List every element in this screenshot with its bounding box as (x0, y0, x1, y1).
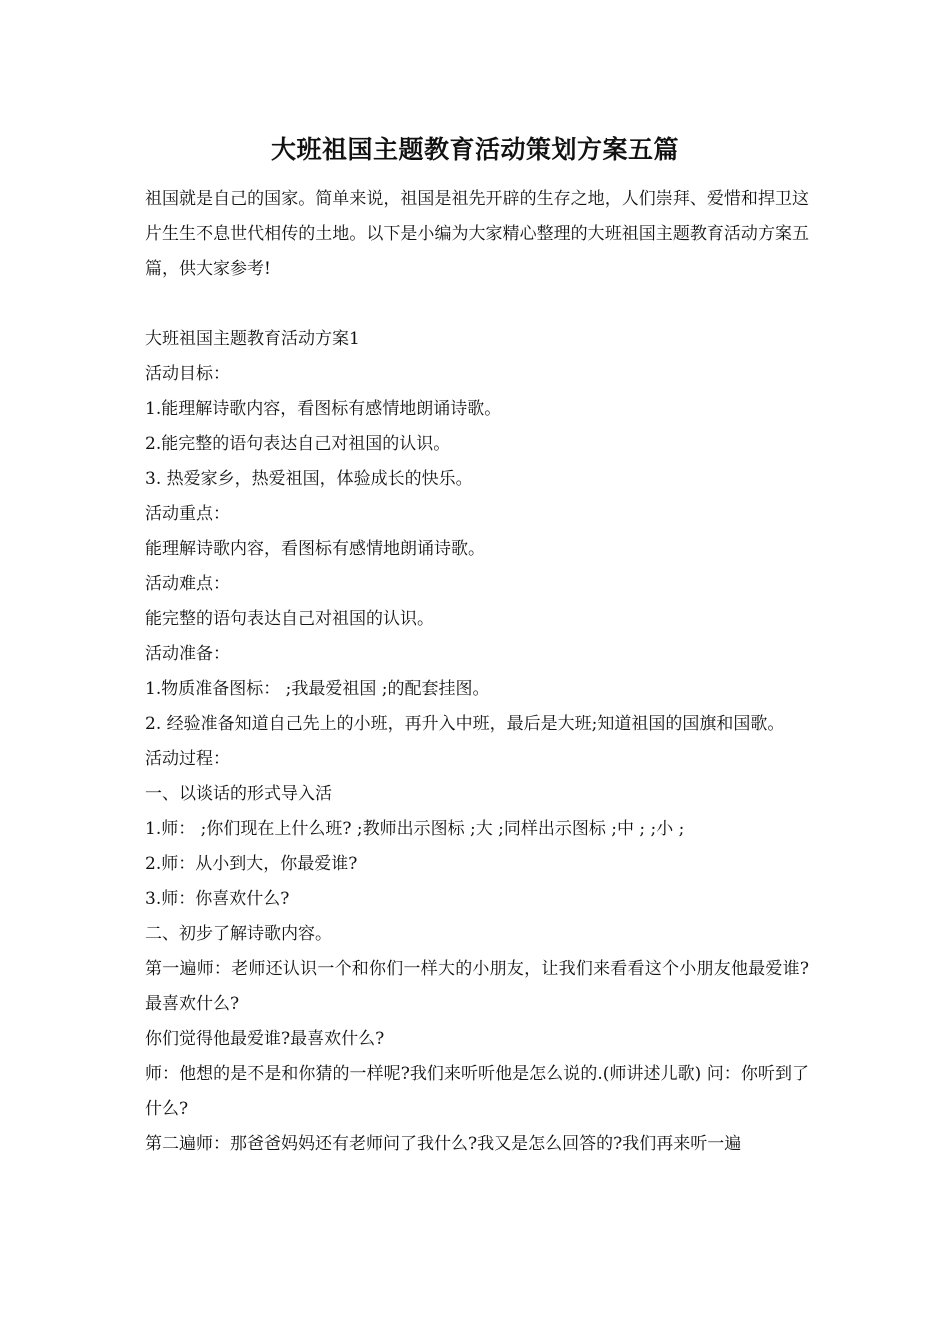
paragraph: 2.师：从小到大，你最爱谁? (145, 854, 358, 874)
paragraph: 一、以谈话的形式导入活 (145, 784, 332, 804)
paragraph: 第二遍师：那爸爸妈妈还有老师问了我什么?我又是怎么回答的?我们再来听一遍 (145, 1134, 742, 1154)
document-title: 大班祖国主题教育活动策划方案五篇 (270, 135, 679, 164)
paragraph: 能完整的语句表达自己对祖国的认识。 (145, 609, 434, 629)
paragraph: 3. 热爱家乡，热爱祖国，体验成长的快乐。 (145, 469, 473, 489)
paragraph: 活动目标： (145, 364, 230, 384)
paragraph: 2. 经验准备知道自己先上的小班，再升入中班，最后是大班;知道祖国的国旗和国歌。 (145, 714, 785, 734)
paragraph: 二、初步了解诗歌内容。 (145, 924, 332, 944)
paragraph: 你们觉得他最爱谁?最喜欢什么? (145, 1029, 385, 1049)
paragraph: 第一遍师：老师还认识一个和你们一样大的小朋友，让我们来看看这个小朋友他最爱谁?最喜欢什么? (145, 959, 809, 1014)
document-body (145, 182, 809, 1162)
intro-paragraph: 祖国就是自己的国家。简单来说，祖国是祖先开辟的生存之地，人们崇拜、爱惜和捍卫这片生生不息世代相传的土地。以下是小编为大家精心整理的大班祖国主题教育活动方案五篇，供大家参考! (145, 189, 809, 279)
paragraph: 2.能完整的语句表达自己对祖国的认识。 (145, 434, 451, 454)
paragraph: 活动难点： (145, 574, 230, 594)
paragraph: 活动准备： (145, 644, 230, 664)
paragraph: 师：他想的是不是和你猜的一样呢?我们来听听他是怎么说的.(师讲述儿歌) 问：你听到了什么? (145, 1064, 809, 1119)
paragraph: 1.师： ;你们现在上什么班? ;教师出示图标 ;大 ;同样出示图标 ;中 ; ;小 ; (145, 819, 685, 839)
section-heading: 大班祖国主题教育活动方案1 (145, 329, 360, 349)
paragraph: 3.师：你喜欢什么? (145, 889, 290, 909)
paragraph-spacer (145, 287, 809, 322)
paragraph: 1.物质准备图标： ;我最爱祖国 ;的配套挂图。 (145, 679, 490, 699)
paragraph: 1.能理解诗歌内容，看图标有感情地朗诵诗歌。 (145, 399, 502, 419)
paragraph: 能理解诗歌内容，看图标有感情地朗诵诗歌。 (145, 539, 485, 559)
paragraph: 活动过程： (145, 749, 230, 769)
paragraph: 活动重点： (145, 504, 230, 524)
